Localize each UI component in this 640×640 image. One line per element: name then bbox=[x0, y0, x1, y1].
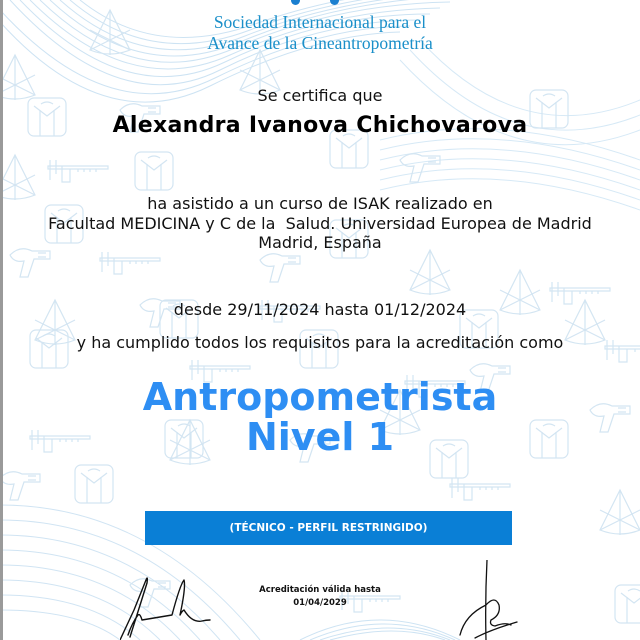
profile-banner bbox=[145, 511, 512, 545]
validity-label: Acreditación válida hasta bbox=[259, 585, 381, 595]
profile-banner-label: (TÉCNICO - PERFIL RESTRINGIDO) bbox=[229, 522, 428, 534]
course-dates: desde 29/11/2024 hasta 01/12/2024 bbox=[173, 300, 467, 319]
requirements-text: y ha cumplido todos los requisitos para la acreditación como bbox=[76, 333, 564, 352]
validity-date: 01/04/2029 bbox=[293, 598, 347, 608]
course-details bbox=[0, 194, 640, 253]
org-name-line-1: Sociedad Internacional para el bbox=[213, 12, 427, 32]
venue-line: Facultad MEDICINA y C de la Salud. Universidad Europea de Madrid bbox=[48, 213, 592, 233]
recipient-name: Alexandra Ivanova Chichovarova bbox=[112, 113, 528, 138]
attended-line: ha asistido a un curso de ISAK realizado en bbox=[147, 194, 493, 213]
signature-left-icon bbox=[120, 575, 230, 640]
accreditation-title-line-1: Antropometrista bbox=[142, 375, 498, 419]
validity-block bbox=[0, 584, 640, 610]
org-name-line-2: Avance de la Cineantropometría bbox=[207, 33, 433, 53]
accreditation-title bbox=[0, 377, 640, 457]
signature-right-icon bbox=[455, 560, 525, 640]
org-name bbox=[0, 12, 640, 54]
certifies-text: Se certifica que bbox=[257, 86, 383, 105]
accreditation-level: Nivel 1 bbox=[245, 415, 395, 459]
location-line: Madrid, España bbox=[258, 233, 382, 252]
